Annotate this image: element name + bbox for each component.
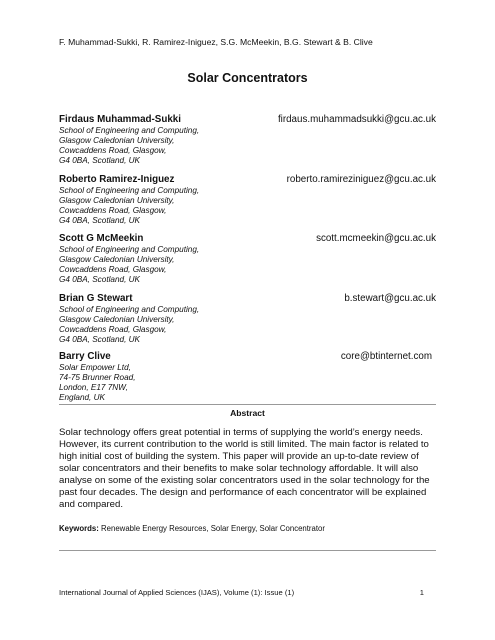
- author-name: Brian G Stewart: [59, 293, 133, 304]
- page-number: 1: [419, 588, 424, 597]
- affiliation-line: Glasgow Caledonian University,: [59, 314, 175, 324]
- affiliation-line: Glasgow Caledonian University,: [59, 254, 175, 264]
- paper-title: Solar Concentrators: [187, 71, 308, 85]
- abstract-heading: Abstract: [230, 408, 265, 418]
- affiliation-line: Glasgow Caledonian University,: [59, 195, 175, 205]
- affiliation-line: G4 0BA, Scotland, UK: [59, 155, 141, 165]
- affiliation-line: London, E17 7NW,: [59, 382, 128, 392]
- author-block: [59, 351, 436, 403]
- affiliation-line: G4 0BA, Scotland, UK: [59, 334, 141, 344]
- affiliation-line: School of Engineering and Computing,: [59, 245, 200, 254]
- running-header: F. Muhammad-Sukki, R. Ramirez-Iniguez, S.G. McMeekin, B.G. Stewart & B. Clive: [59, 37, 373, 47]
- author-block: [59, 233, 436, 285]
- keywords: [59, 524, 325, 533]
- author-email[interactable]: core@btinternet.com: [340, 351, 432, 362]
- author-name: Roberto Ramirez-Iniguez: [59, 174, 175, 185]
- author-affiliation: [59, 363, 436, 403]
- author-block: [59, 174, 436, 226]
- author-block: [59, 114, 436, 166]
- affiliation-line: Glasgow Caledonian University,: [59, 135, 175, 145]
- abstract-top-rule: [59, 404, 436, 405]
- affiliation-line: England, UK: [59, 392, 105, 402]
- author-email[interactable]: scott.mcmeekin@gcu.ac.uk: [316, 233, 436, 244]
- affiliation-line: Cowcaddens Road, Glasgow,: [59, 205, 167, 215]
- author-block: [59, 293, 436, 345]
- author-name: Scott G McMeekin: [59, 233, 144, 244]
- author-affiliation: [59, 305, 436, 345]
- affiliation-line: Cowcaddens Road, Glasgow,: [59, 145, 167, 155]
- affiliation-line: School of Engineering and Computing,: [59, 305, 200, 314]
- abstract-text: Solar technology offers great potential in terms of supplying the world’s energy needs. However, its current contribution to the world is still limited. The main factor is related to high initial cost of building the system. This paper will provide an up-to-date review of solar concentrators and their benefits to make solar technology affordable. It will also analyse on some of the existing solar concentrators used in the solar technology for the past four decades. The design and performance of each concentrator will be explained and compared.: [59, 427, 430, 510]
- affiliation-line: School of Engineering and Computing,: [59, 126, 200, 135]
- author-email[interactable]: b.stewart@gcu.ac.uk: [344, 293, 436, 304]
- author-email[interactable]: firdaus.muhammadsukki@gcu.ac.uk: [277, 114, 436, 125]
- affiliation-line: Cowcaddens Road, Glasgow,: [59, 264, 167, 274]
- journal-citation: International Journal of Applied Sciences (IJAS), Volume (1): Issue (1): [59, 588, 295, 597]
- abstract-bottom-rule: [59, 550, 436, 551]
- keywords-label: Keywords:: [59, 524, 99, 533]
- author-affiliation: [59, 186, 436, 226]
- affiliation-line: Solar Empower Ltd,: [59, 363, 131, 372]
- affiliation-line: Cowcaddens Road, Glasgow,: [59, 324, 167, 334]
- affiliation-line: School of Engineering and Computing,: [59, 186, 200, 195]
- page-footer: [59, 588, 424, 597]
- author-affiliation: [59, 245, 436, 285]
- author-name: Barry Clive: [59, 351, 111, 362]
- keywords-text: Renewable Energy Resources, Solar Energy, Solar Concentrator: [101, 524, 325, 533]
- author-email[interactable]: roberto.ramireziniguez@gcu.ac.uk: [286, 174, 436, 185]
- author-affiliation: [59, 126, 436, 166]
- affiliation-line: G4 0BA, Scotland, UK: [59, 274, 141, 284]
- affiliation-line: G4 0BA, Scotland, UK: [59, 215, 141, 225]
- author-name: Firdaus Muhammad-Sukki: [59, 114, 181, 125]
- affiliation-line: 74-75 Brunner Road,: [59, 372, 136, 382]
